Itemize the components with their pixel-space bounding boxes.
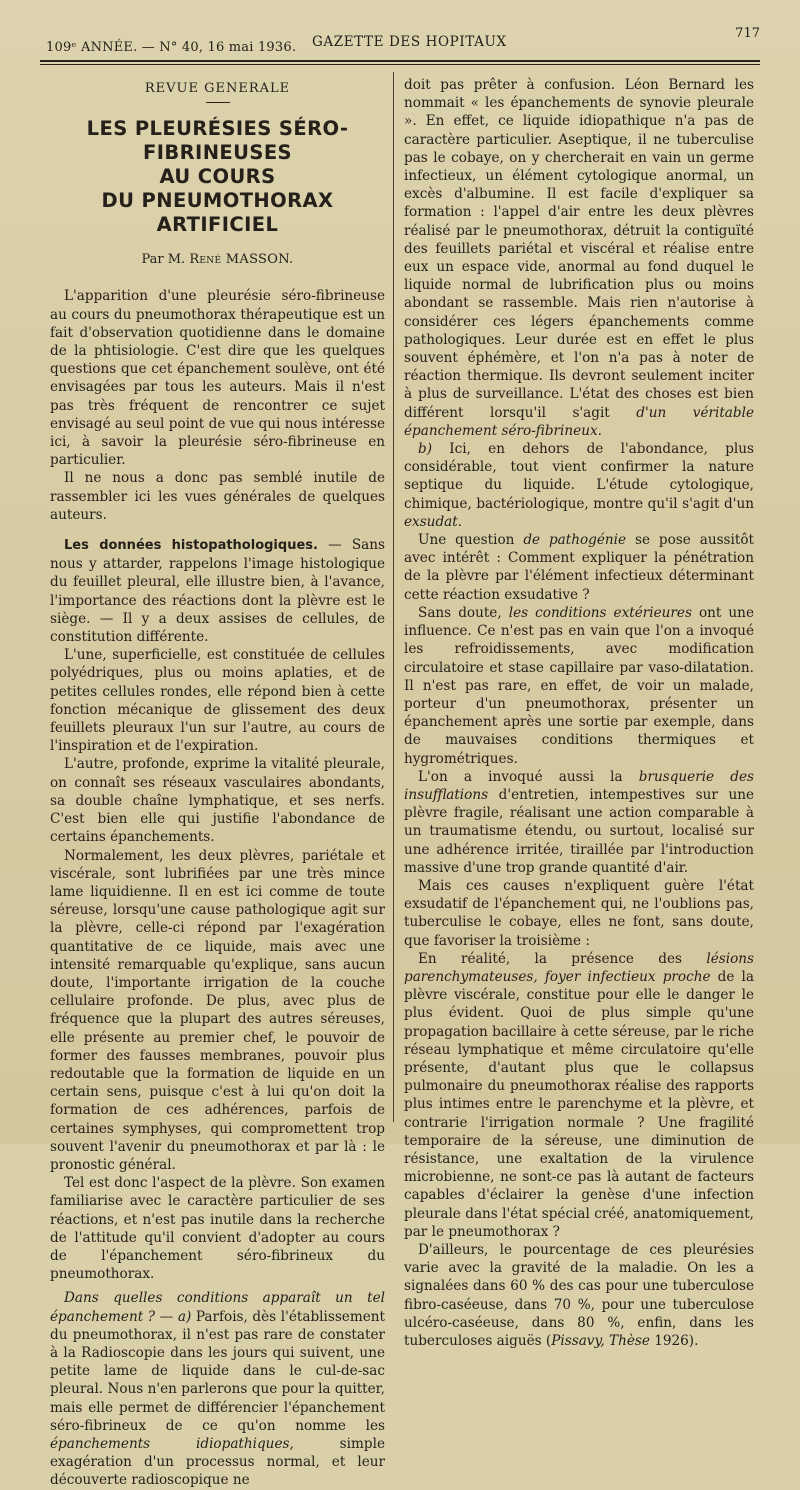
journal-name: GAZETTE DES HOPITAUX xyxy=(312,34,507,50)
title-line: AU COURS xyxy=(159,165,276,189)
author-prefix: Par M. xyxy=(141,252,186,268)
emphasis: les conditions extérieures xyxy=(508,604,692,621)
paragraph: L'apparition d'une pleurésie séro-fibrineuse au cours du pneumothorax thérapeutique est un fait d'observation quotidienne dans le domaine de la phtisiologie. C'est dire que les quelques questions que cet épanchement soulève, ont été envisagées par tous les auteurs. Mais il n'est pas très fréquent de rencontrer ce sujet envisagé au seul point de vue qui nous intéresse ici, à savoir la pleurésie séro-fibrineuse en particulier. xyxy=(50,288,385,469)
paragraph: Normalement, les deux plèvres, pariétale et viscérale, sont lubrifiées par une très mince lame liquidienne. Il en est ici comme de toute séreuse, lorsqu'une cause pathologique agit sur la plèvre, celle-ci répond par l'exagération quantitative de ce liquide, mais avec une intensité remarquable qu'explique, sans aucun doute, l'importante irrigation de la couche cellulaire profonde. De plus, avec plus de fréquence que la plupart des autres séreuses, elle présente au premier chef, le pouvoir de former des fausses membranes, pouvoir plus redoutable que la formation de liquide en un certain sens, puisque c'est à lui qu'on doit la formation de ces adhérences, parfois de certaines symphyses, qui compromettent trop souvent l'avenir du pneumothorax et par là : le pronostic général. xyxy=(50,847,385,1173)
paragraph-text: Une question xyxy=(418,532,524,549)
title-line: DU PNEUMOTHORAX ARTIFICIEL xyxy=(101,189,334,237)
column-divider xyxy=(393,72,394,1122)
author-line xyxy=(50,251,385,269)
page-number: 717 xyxy=(735,26,760,41)
paragraph-text: de la plèvre viscérale, constitue pour elle le danger le plus évident. Quoi de plus simple qu'une propagation bacillaire à cette séreuse, par le riche réseau lymphatique et même circulatoire qu'elle présente, d'autant plus que le collapsus pulmonaire du pneumothorax réalise des rapports plus intimes entre le parenchyme et la plèvre, et contrarie l'irrigation normale ? Une fragilité temporaire de la séreuse, une diminution de résistance, une exaltation de la virulence microbienne, ne sont-ce pas là autant de facteurs capables d'éclairer la genèse d'une infection pleurale dans l'état spécial créé, anatomiquement, par le pneumothorax ? xyxy=(404,968,755,1240)
paragraph xyxy=(404,76,754,440)
emphasis: de pathogénie xyxy=(523,532,627,549)
paragraph-text: En réalité, la présence des xyxy=(418,950,707,967)
header-rule-thick xyxy=(40,60,760,62)
paragraph-text: se pose aussitôt avec intérêt : Comment expliquer la pénétration de la plèvre par l'élément infectieux déterminant cette réaction exsudative ? xyxy=(404,532,754,603)
paragraph-text: simple exagération d'un processus normal, et leur découverte radioscopique ne xyxy=(50,1436,385,1489)
left-column xyxy=(50,76,385,1490)
paragraph-text: Sans doute, xyxy=(418,604,509,621)
emphasis: a) xyxy=(173,1308,192,1325)
paragraph-text: D'ailleurs, le pourcentage de ces pleurésies varie avec la gravité de la maladie. On les a signalées dans 60 % des cas pour une tuberculose fibro-caséeuse, dans 70 %, pour une tuberculose ulcéro-caséeuse, dans 80 %, enfin, dans les tuberculoses aiguës ( xyxy=(404,1242,754,1350)
header-rule-thin xyxy=(40,64,760,65)
paragraph xyxy=(404,440,754,531)
paragraph xyxy=(50,1289,385,1489)
paragraph-text: Ici, en dehors de l'abondance, plus considérable, tout vient confirmer la nature septique du liquide. L'étude cytologique, chimique, bactériologique, montre qu'il s'agit d'un xyxy=(404,441,754,512)
paragraph xyxy=(50,536,385,646)
paragraph xyxy=(404,1241,754,1350)
emphasis: Pissavy, Thèse xyxy=(551,1333,650,1350)
paragraph: Mais ces causes n'expliquent guère l'état exsudatif de l'épanchement qui, ne l'oublions pas, tuberculise le cobaye, elles ne font, sans doute, que favoriser la troisième : xyxy=(404,877,754,949)
right-column xyxy=(404,76,754,1350)
emphasis: d'un véritable épanchement séro-fibrineux. xyxy=(404,404,754,439)
paragraph xyxy=(404,768,754,877)
paragraph-text: doit pas prêter à confusion. Léon Bernard les nommait « les épanchements de synovie pleurale ». En effet, ce liquide idiopathique n'a pas de caractère particulier. Aseptique, il ne tuberculise pas le cobaye, on y chercherait en vain un germe infectieux, un élément cytologique anormal, un excès d'albumine. Il est facile d'expliquer sa formation : l'appel d'air entre les deux plèvres réalisé par le pneumothorax, détruit la contiguïté des feuillets pariétal et viscéral et réalise entre eux un espace vide, anormal au fond duquel le liquide normal de lubrification plus ou moins abondant se rassemble. Mais rien n'autorise à considérer ces légers épanchements comme pathologiques. Leur durée est en effet le plus souvent éphémère, et l'on n'a pas à noter de réaction thermique. Ils devront seulement inciter à plus de surveillance. L'état des choses est bien différent lorsqu'il s'agit xyxy=(404,77,754,421)
paragraph: Tel est donc l'aspect de la plèvre. Son examen familiarise avec le caractère particulier de ses réactions, et n'est pas inutile dans la recherche de l'attitude qu'il convient d'adopter au cours de l'épanchement séro-fibrineux du pneumothorax. xyxy=(50,1175,385,1283)
emphasis: épanchements idiopathiques, xyxy=(50,1436,294,1452)
paragraph-text: d'entretien, intempestives sur une plèvre fragile, réalisant une action comparable à un traumatisme étendu, ou surtout, localisé sur une adhérence irritée, tiraillée par l'introduction massive d'une trop grande quantité d'air. xyxy=(404,786,754,876)
issue-line: 109ᵉ ANNÉE. — N° 40, 16 mai 1936. xyxy=(46,40,297,55)
emphasis: b) xyxy=(418,441,433,458)
title-line: LES PLEURÉSIES SÉRO-FIBRINEUSES xyxy=(86,117,349,165)
emphasis: brusquerie des insufflations xyxy=(404,768,754,803)
section-rule xyxy=(206,102,230,103)
paragraph: L'une, superficielle, est constituée de cellules polyédriques, plus ou moins aplaties, et de petites cellules rondes, elle répond bien à cette fonction mécanique de glissement des deux feuillets pleuraux l'un sur l'autre, au cours de l'inspiration et de l'expiration. xyxy=(50,647,385,755)
paragraph-text: Parfois, dès l'établissement du pneumothorax, il n'est pas rare de constater à la Radioscopie dans les jours qui suivent, une petite lame de liquide dans le cul-de-sac pleural. Nous n'en parlerons que pour la quitter, mais elle permet de différencier l'épanchement séro-fibrineux de ce qu'on nomme les xyxy=(50,1308,385,1434)
emphasis: lésions parenchymateuses, foyer infectieux proche xyxy=(404,950,754,985)
section-label: REVUE GENERALE xyxy=(144,81,291,96)
emphasis: exsudat. xyxy=(404,513,463,530)
paragraph-text: ont une influence. Ce n'est pas en vain que l'on a invoqué les refroidissements, avec modification circulatoire et stase capillaire par vaso-dilatation. Il n'est pas rare, en effet, de voir un malade, porteur d'un pneumothorax, présenter un épanchement après une sortie par exemple, dans de mauvaises conditions thermiques et hygrométriques. xyxy=(404,604,754,767)
article-title xyxy=(50,117,385,237)
paragraph: Il ne nous a donc pas semblé inutile de rassembler ici les vues générales de quelques auteurs. xyxy=(50,470,385,523)
emphasis: Dans quelles conditions apparaît un tel épanchement ? — xyxy=(50,1290,385,1325)
paragraph-text: L'on a invoqué aussi la xyxy=(418,768,639,785)
paragraph-text: — Sans nous y attarder, rappelons l'image histologique du feuillet pleural, elle illustre bien, à l'avance, l'importance des réactions dont la plèvre est le siège. — Il y a deux assises de cellules, de constitution différente. xyxy=(50,537,385,646)
paragraph xyxy=(404,604,754,768)
paragraph: L'autre, profonde, exprime la vitalité pleurale, on connaît ses réseaux vasculaires abondants, sa double chaîne lymphatique, et ses nerfs. C'est bien elle qui justifie l'abondance de certains épanchements. xyxy=(50,756,385,846)
subheading: Les données histopathologiques. xyxy=(64,538,318,554)
author-name: René MASSON. xyxy=(189,252,294,268)
paragraph xyxy=(404,531,754,604)
paragraph-text: 1926). xyxy=(649,1333,699,1350)
paragraph xyxy=(404,950,754,1241)
